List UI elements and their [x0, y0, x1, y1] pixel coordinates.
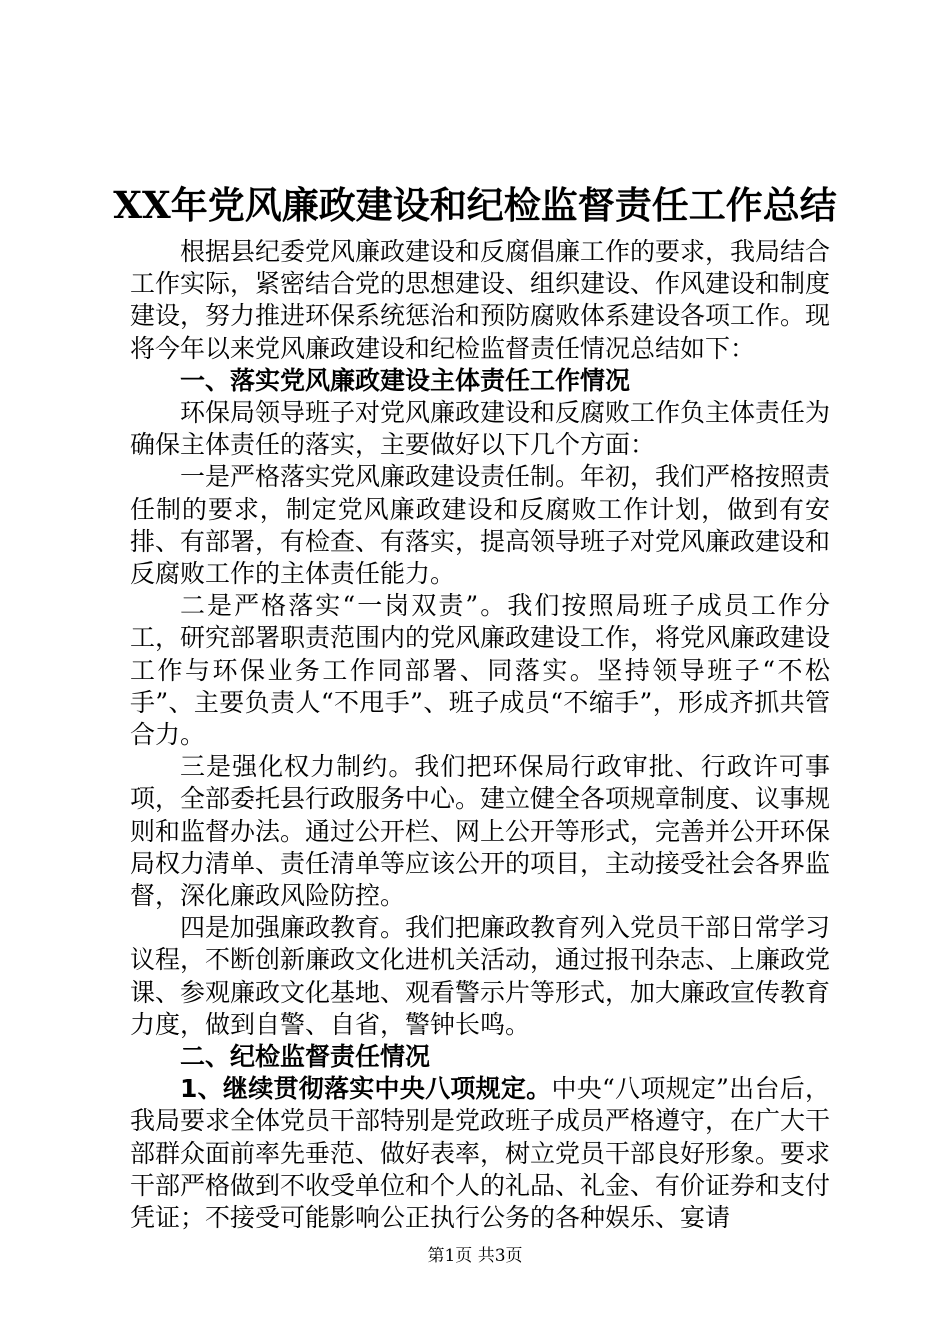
section-2-heading: 二、纪检监督责任情况	[180, 1042, 431, 1072]
intro-paragraph: 根据县纪委党风廉政建设和反腐倡廉工作的要求，我局结合工作实际，紧密结合党的思想建设、组织建设、作风建设和制度建设，努力推进环保系统惩治和预防腐败体系建设各项工作。现将今年以来党风廉政建设和纪检监督责任情况总结如下：	[130, 237, 831, 363]
document-title: XX年党风廉政建设和纪检监督责任工作总结	[113, 183, 837, 227]
section-1-heading: 一、落实党风廉政建设主体责任工作情况	[180, 365, 631, 395]
section-1-item-3: 三是强化权力制约。我们把环保局行政审批、行政许可事项，全部委托县行政服务中心。建立健全各项规章制度、议事规则和监督办法。通过公开栏、网上公开等形式，完善并公开环保局权力清单、责任清单等应该公开的项目，主动接受社会各界监督，深化廉政风险防控。	[130, 752, 831, 911]
section-2-item-1-text: 中央“八项规定”出台后，我局要求全体党员干部特别是党政班子成员严格遵守，在广大干部群众面前率先垂范、做好表率，树立党员干部良好形象。要求干部严格做到不收受单位和个人的礼品、礼金、有价证券和支付凭证；不接受可能影响公正执行公务的各种娱乐、宴请	[130, 1074, 831, 1233]
section-1-item-4: 四是加强廉政教育。我们把廉政教育列入党员干部日常学习议程，不断创新廉政文化进机关活动，通过报刊杂志、上廉政党课、参观廉政文化基地、观看警示片等形式，加大廉政宣传教育力度，做到自警、自省，警钟长鸣。	[130, 913, 831, 1039]
section-1-item-2: 二是严格落实“一岗双责”。我们按照局班子成员工作分工，研究部署职责范围内的党风廉政建设工作，将党风廉政建设工作与环保业务工作同部署、同落实。坚持领导班子“不松手”、主要负责人“不甩手”、班子成员“不缩手”，形成齐抓共管合力。	[130, 591, 831, 750]
section-1-intro: 环保局领导班子对党风廉政建设和反腐败工作负主体责任为确保主体责任的落实，主要做好以下几个方面：	[130, 398, 831, 460]
document-body	[130, 236, 830, 1234]
section-2-item-1-lead: 1、继续贯彻落实中央八项规定。	[180, 1074, 552, 1104]
section-2-item-1	[130, 1073, 830, 1234]
page-footer: 第1页 共3页	[427, 1246, 523, 1266]
section-1-item-1: 一是严格落实党风廉政建设责任制。年初，我们严格按照责任制的要求，制定党风廉政建设和反腐败工作计划，做到有安排、有部署，有检查、有落实，提高领导班子对党风廉政建设和反腐败工作的主体责任能力。	[130, 462, 831, 589]
